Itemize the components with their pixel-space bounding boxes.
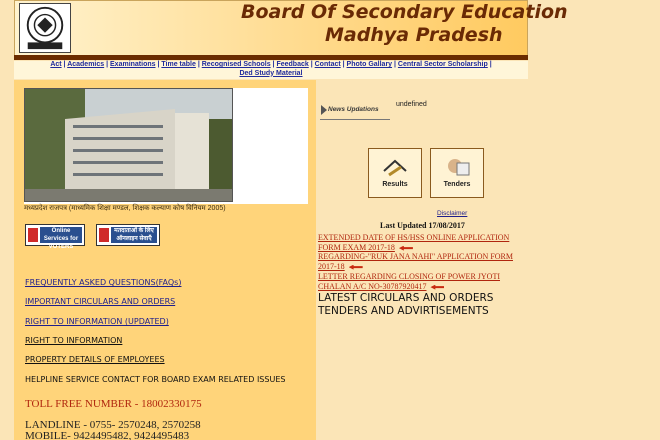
rti-link[interactable]: RIGHT TO INFORMATION bbox=[25, 336, 123, 345]
news-updations-label bbox=[320, 102, 390, 120]
voter-icon bbox=[28, 228, 38, 242]
new-arrow-icon bbox=[430, 285, 444, 290]
voter-icon bbox=[99, 228, 109, 242]
property-details-link[interactable]: PROPERTY DETAILS OF EMPLOYEES bbox=[25, 355, 165, 364]
nav-act[interactable]: Act bbox=[50, 61, 62, 68]
new-arrow-icon bbox=[349, 265, 363, 270]
faq-link[interactable]: FREQUENTLY ASKED QUESTIONS(FAQs) bbox=[25, 278, 182, 287]
nav-contact[interactable]: Contact bbox=[314, 61, 341, 68]
header-divider bbox=[14, 55, 528, 60]
update-2-line2: 2017-18 bbox=[318, 262, 345, 271]
tenders-advertisements-link[interactable]: TENDERS AND ADVIRTISEMENTS bbox=[318, 305, 489, 317]
results-label: Results bbox=[382, 181, 408, 188]
update-3-line1: LETTER REGARDING CLOSING OF POWER JYOTI bbox=[318, 272, 500, 281]
tenders-icon bbox=[443, 157, 471, 179]
nav-time-table[interactable]: Time table bbox=[161, 61, 196, 68]
left-panel bbox=[14, 80, 316, 440]
update-link-1[interactable] bbox=[318, 233, 509, 253]
site-header bbox=[14, 0, 568, 56]
board-logo[interactable] bbox=[19, 3, 71, 53]
helpline-heading: HELPLINE SERVICE CONTACT FOR BOARD EXAM RELATED ISSUES bbox=[25, 375, 286, 384]
latest-circulars-link[interactable]: LATEST CIRCULARS AND ORDERS bbox=[318, 292, 494, 304]
new-arrow-icon bbox=[399, 246, 413, 251]
tenders-tile[interactable] bbox=[430, 148, 484, 198]
nav-central-sector-scholarship[interactable]: Central Sector Scholarship bbox=[397, 61, 488, 68]
badge-matdata-line1: मतदाताओं के लिए bbox=[114, 228, 154, 234]
badge-matdata-line2: ऑनलाइन सेवाएँ bbox=[116, 236, 152, 242]
news-ticker-text: undefined bbox=[396, 101, 427, 108]
nav-academics[interactable]: Academics bbox=[67, 61, 105, 68]
badge-voters-line1: Online Services for bbox=[43, 228, 79, 242]
landline-numbers: LANDLINE - 0755- 2570248, 2570258 bbox=[25, 419, 201, 431]
news-arrow-icon bbox=[320, 104, 328, 116]
update-1-line1: EXTENDED DATE OF HS/HSS ONLINE APPLICATION bbox=[318, 233, 510, 242]
update-3-line2: CHALAN A/C NO-30787920417 bbox=[318, 282, 427, 291]
update-1-line2: FORM EXAM 2017-18 bbox=[318, 243, 395, 252]
update-link-2[interactable] bbox=[318, 252, 513, 272]
results-icon bbox=[381, 157, 409, 179]
nav-examinations[interactable]: Examinations bbox=[110, 61, 156, 68]
photo-frame bbox=[24, 88, 308, 204]
results-tile[interactable] bbox=[368, 148, 422, 198]
important-circulars-link[interactable]: IMPORTANT CIRCULARS AND ORDERS bbox=[25, 297, 176, 306]
nav-feedback[interactable]: Feedback bbox=[276, 61, 309, 68]
top-navigation: Act | Academics | Examinations | Time table | Recognised Schools | Feedback | Contact | Photo Gallary | Central Sector Scholarship | Ded Study Material bbox=[14, 61, 528, 79]
matdata-service-badge[interactable] bbox=[96, 224, 160, 246]
badge-voters-line2: VOTERS bbox=[48, 244, 74, 250]
disclaimer-link[interactable]: Disclaimer bbox=[437, 210, 468, 217]
nav-recognised-schools[interactable]: Recognised Schools bbox=[201, 61, 271, 68]
toll-free-number: TOLL FREE NUMBER - 18002330175 bbox=[25, 398, 202, 410]
site-title-line2: Madhya Pradesh bbox=[325, 24, 503, 46]
news-label-text: News Updations bbox=[328, 106, 379, 113]
mobile-numbers: MOBILE- 9424495482, 9424495483 bbox=[25, 430, 190, 440]
board-building-photo bbox=[24, 88, 233, 202]
last-updated: Last Updated 17/08/2017 bbox=[380, 221, 465, 230]
rti-updated-link[interactable]: RIGHT TO INFORMATION (UPDATED) bbox=[25, 317, 169, 326]
update-link-3[interactable] bbox=[318, 272, 500, 292]
update-2-line1: REGARDING-"RUK JANA NAHI" APPLICATION FORM bbox=[318, 252, 513, 261]
voters-service-badge[interactable] bbox=[25, 224, 85, 250]
photo-caption[interactable]: मध्यप्रदेश राजपत्र (माध्यमिक शिक्षा मण्डल, शिक्षक कल्याण कोष विनियम 2005) bbox=[24, 205, 226, 212]
nav-ded-study-material[interactable]: Ded Study Material bbox=[239, 69, 303, 77]
site-title-line1: Board Of Secondary Education bbox=[241, 1, 568, 23]
tenders-label: Tenders bbox=[443, 181, 471, 188]
nav-photo-gallary[interactable]: Photo Gallary bbox=[346, 61, 393, 68]
